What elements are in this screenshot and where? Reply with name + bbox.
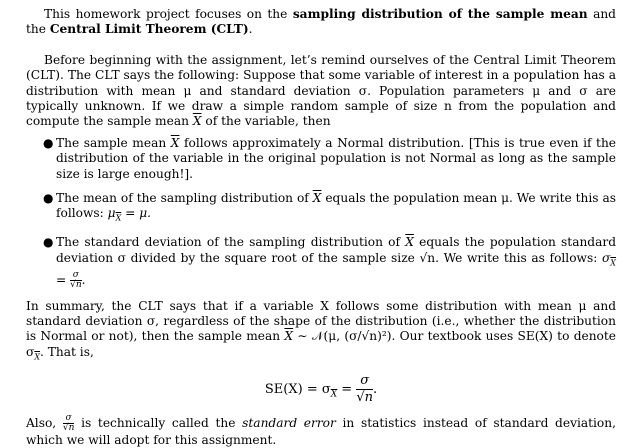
standard-error-equation (26, 373, 616, 406)
se-frac-num: σ (63, 414, 75, 424)
se-frac-den: √n (62, 422, 75, 433)
summary-sub: X (34, 352, 41, 362)
bullet1-pre: The sample mean (56, 135, 171, 150)
bullet-standard-deviation (26, 235, 616, 289)
bullet3-xbar: $\overline{X}$ (405, 235, 414, 250)
intro-text-end: . (248, 22, 253, 37)
clt-intro-text-end: of the variable, then (201, 114, 331, 129)
equation-fraction (356, 373, 373, 406)
intro-bold-clt: Central Limit Theorem (CLT) (49, 22, 249, 37)
bullet3-formula-sigma: σ (601, 250, 611, 265)
se-pre: Also, (26, 415, 63, 430)
se-fraction (63, 414, 75, 433)
bullet2-formula-end: = μ. (121, 206, 152, 221)
bullet-mean-of-sampling (26, 191, 616, 226)
bullet-dot-icon: ● (43, 135, 54, 150)
intro-paragraph (26, 7, 616, 38)
bullet3-frac-num: σ (70, 271, 82, 281)
bullet1-post: follows approximately a Normal distribution. [This is true even if the distribution of the variable in the original population is not Normal as long as the sample size is large enough!]. (56, 135, 617, 181)
clt-bullet-list (26, 136, 616, 290)
equation-lhs-sub: X (330, 389, 338, 400)
bullet-dot-icon: ● (43, 191, 54, 206)
sample-mean-symbol: $\overline{X}$ (192, 114, 202, 129)
se-mid: is technically called the (74, 415, 243, 430)
se-italic-term: standard error (242, 415, 336, 430)
bullet2-formula-mu: μ (107, 206, 116, 221)
clt-intro-text: Before beginning with the assignment, let’s remind ourselves of the Central Limit Theorem (CLT). The CLT says the following: Suppose that some variable of interest in a population has a distribution with mean μ and standard deviation σ. Population parameters μ and σ are typically unknown. If we draw a simple random sample of size n from the population and compute the sample mean (26, 52, 616, 129)
bullet3-formula-sub: X (610, 258, 616, 268)
se-end: in statistics instead of standard deviation, which we will adopt for this assignment. (26, 415, 616, 447)
equation-frac-den: √n (356, 389, 373, 405)
equation-eq: = (337, 381, 357, 397)
bullet-dot-icon: ● (43, 235, 54, 250)
summary-pre: In summary, the CLT says that if a variable X follows some distribution with mean μ and standard deviation σ, regardless of the shape of the distribution (i.e., whether the distribution is Normal or not), then the sample mean (26, 298, 616, 344)
intro-text-middle: and the (26, 7, 616, 37)
bullet2-formula-sub: X (115, 213, 122, 223)
clt-intro-paragraph (26, 53, 616, 130)
bullet3-pre: The standard deviation of the sampling distribution of (56, 235, 406, 250)
intro-text-before: This homework project focuses on the (44, 7, 293, 21)
bullet1-xbar: $\overline{X}$ (170, 135, 180, 150)
bullet3-fraction (70, 271, 82, 290)
bullet-normal-distribution (26, 136, 616, 182)
bullet3-end: . (81, 272, 86, 287)
equation-frac-num: σ (356, 373, 373, 390)
intro-bold-sampling: sampling distribution of the sample mean (292, 7, 588, 21)
equation-lhs: SE(X) = σ (264, 381, 331, 397)
bullet2-xbar: $\overline{X}$ (312, 191, 322, 206)
bullet3-formula-eq: = (56, 272, 71, 287)
summary-paragraph (26, 299, 616, 365)
bullet2-mid: equals the population mean μ. We write this as follows: (56, 191, 617, 221)
summary-xbar: $\overline{X}$ (284, 329, 294, 344)
summary-mid: ∼ 𝒩(μ, (σ/√n)²). Our textbook uses SE(X) to denote σ (26, 329, 617, 359)
bullet2-pre: The mean of the sampling distribution of (56, 191, 313, 206)
summary-end: . That is, (40, 344, 94, 359)
bullet3-mid: equals the population standard deviation σ divided by the square root of the sample size √n. We write this as follows: (56, 235, 617, 265)
bullet3-frac-den: √n (70, 279, 82, 290)
equation-end: . (372, 381, 378, 397)
